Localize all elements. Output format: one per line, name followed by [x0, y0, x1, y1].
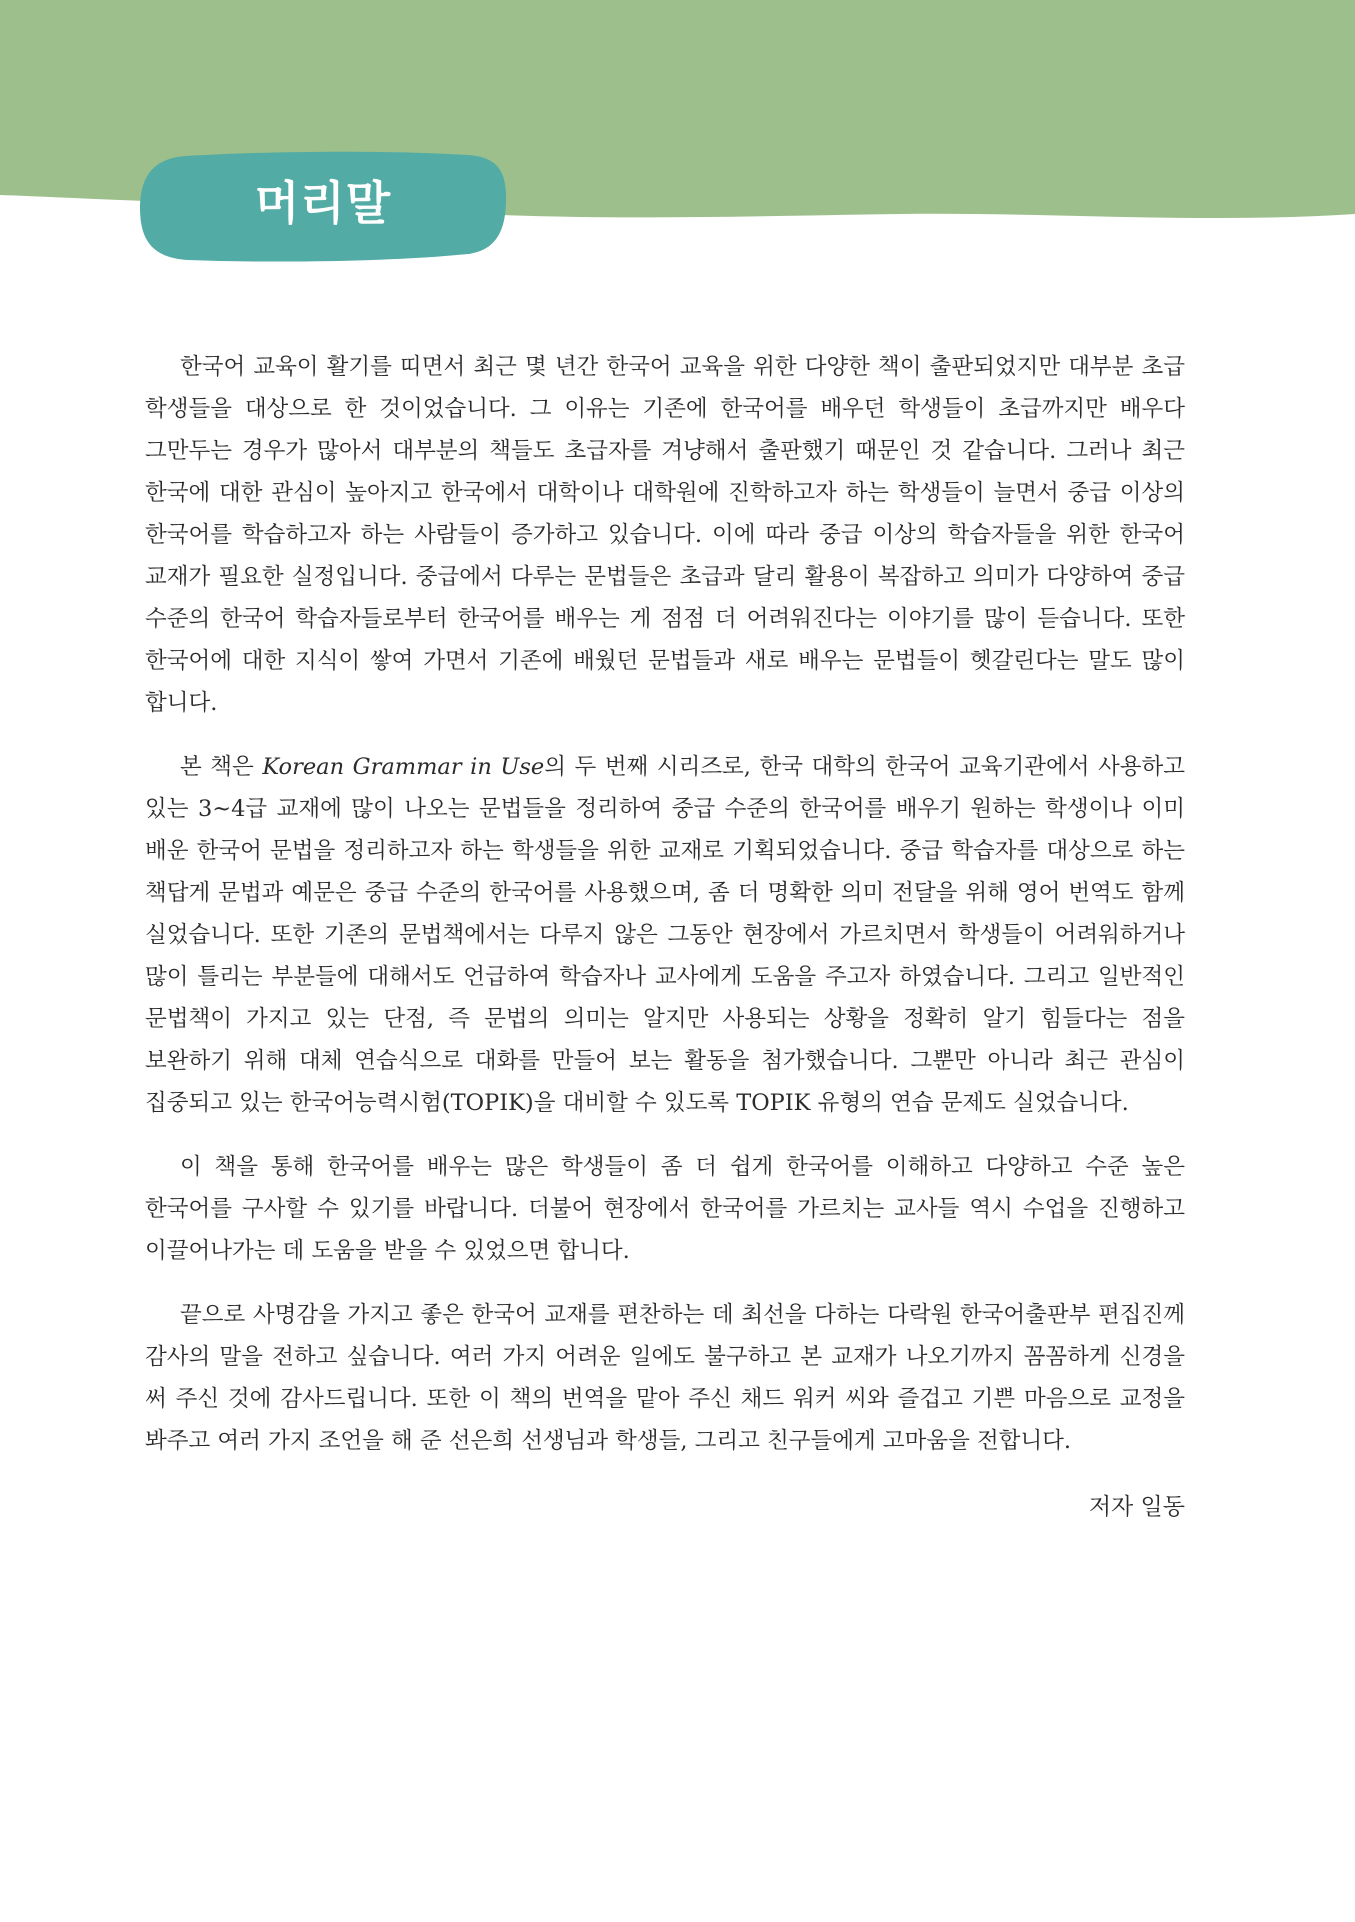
paragraph-2-lead: 본 책은: [180, 754, 263, 780]
preface-body: [145, 346, 1185, 1528]
page-title: 머리말: [254, 176, 392, 230]
paragraph-2-rest: 의 두 번째 시리즈로, 한국 대학의 한국어 교육기관에서 사용하고 있는 3~4급 교재에 많이 나오는 문법들을 정리하여 중급 수준의 한국어를 배우기 원하는 학생이나 이미 배운 한국어 문법을 정리하고자 하는 학생들을 위한 교재로 기획되었습니다. 중급 학습자를 대상으로 하는 책답게 문법과 예문은 중급 수준의 한국어를 사용했으며, 좀 더 명확한 의미 전달을 위해 영어 번역도 함께 실었습니다. 또한 기존의 문법책에서는 다루지 않은 그동안 현장에서 가르치면서 학생들이 어려워하거나 많이 틀리는 부분들에 대해서도 언급하여 학습자나 교사에게 도움을 주고자 하였습니다. 그리고 일반적인 문법책이 가지고 있는 단점, 즉 문법의 의미는 알지만 사용되는 상황을 정확히 알기 힘들다는 점을 보완하기 위해 대체 연습식으로 대화를 만들어 보는 활동을 첨가했습니다. 그뿐만 아니라 최근 관심이 집중되고 있는 한국어능력시험(TOPIK)을 대비할 수 있도록 TOPIK 유형의 연습 문제도 실었습니다.: [145, 754, 1185, 1116]
preface-paragraph-3: 이 책을 통해 한국어를 배우는 많은 학생들이 좀 더 쉽게 한국어를 이해하고 다양하고 수준 높은 한국어를 구사할 수 있기를 바랍니다. 더불어 현장에서 한국어를 가르치는 교사들 역시 수업을 진행하고 이끌어나가는 데 도움을 받을 수 있었으면 합니다.: [145, 1154, 1185, 1264]
preface-paragraph-4: 끝으로 사명감을 가지고 좋은 한국어 교재를 편찬하는 데 최선을 다하는 다락원 한국어출판부 편집진께 감사의 말을 전하고 싶습니다. 여러 가지 어려운 일에도 불구하고 본 교재가 나오기까지 꼼꼼하게 신경을 써 주신 것에 감사드립니다. 또한 이 책의 번역을 맡아 주신 채드 워커 씨와 즐겁고 기쁜 마음으로 교정을 봐주고 여러 가지 조언을 해 준 선은희 선생님과 학생들, 그리고 친구들에게 고마움을 전합니다.: [145, 1302, 1185, 1454]
preface-paragraph-2: [145, 746, 1185, 1124]
book-title: Korean Grammar in Use: [262, 754, 545, 780]
author-signature: 저자 일동: [1088, 1494, 1185, 1520]
preface-paragraph-1: 한국어 교육이 활기를 띠면서 최근 몇 년간 한국어 교육을 위한 다양한 책이 출판되었지만 대부분 초급 학생들을 대상으로 한 것이었습니다. 그 이유는 기존에 한국어를 배우던 학생들이 초급까지만 배우다 그만두는 경우가 많아서 대부분의 책들도 초급자를 겨냥해서 출판했기 때문인 것 같습니다. 그러나 최근 한국에 대한 관심이 높아지고 한국에서 대학이나 대학원에 진학하고자 하는 학생들이 늘면서 중급 이상의 한국어를 학습하고자 하는 사람들이 증가하고 있습니다. 이에 따라 중급 이상의 학습자들을 위한 한국어 교재가 필요한 실정입니다. 중급에서 다루는 문법들은 초급과 달리 활용이 복잡하고 의미가 다양하여 중급 수준의 한국어 학습자들로부터 한국어를 배우는 게 점점 더 어려워진다는 이야기를 많이 듣습니다. 또한 한국어에 대한 지식이 쌓여 가면서 기존에 배웠던 문법들과 새로 배우는 문법들이 헷갈린다는 말도 많이 합니다.: [145, 354, 1186, 716]
